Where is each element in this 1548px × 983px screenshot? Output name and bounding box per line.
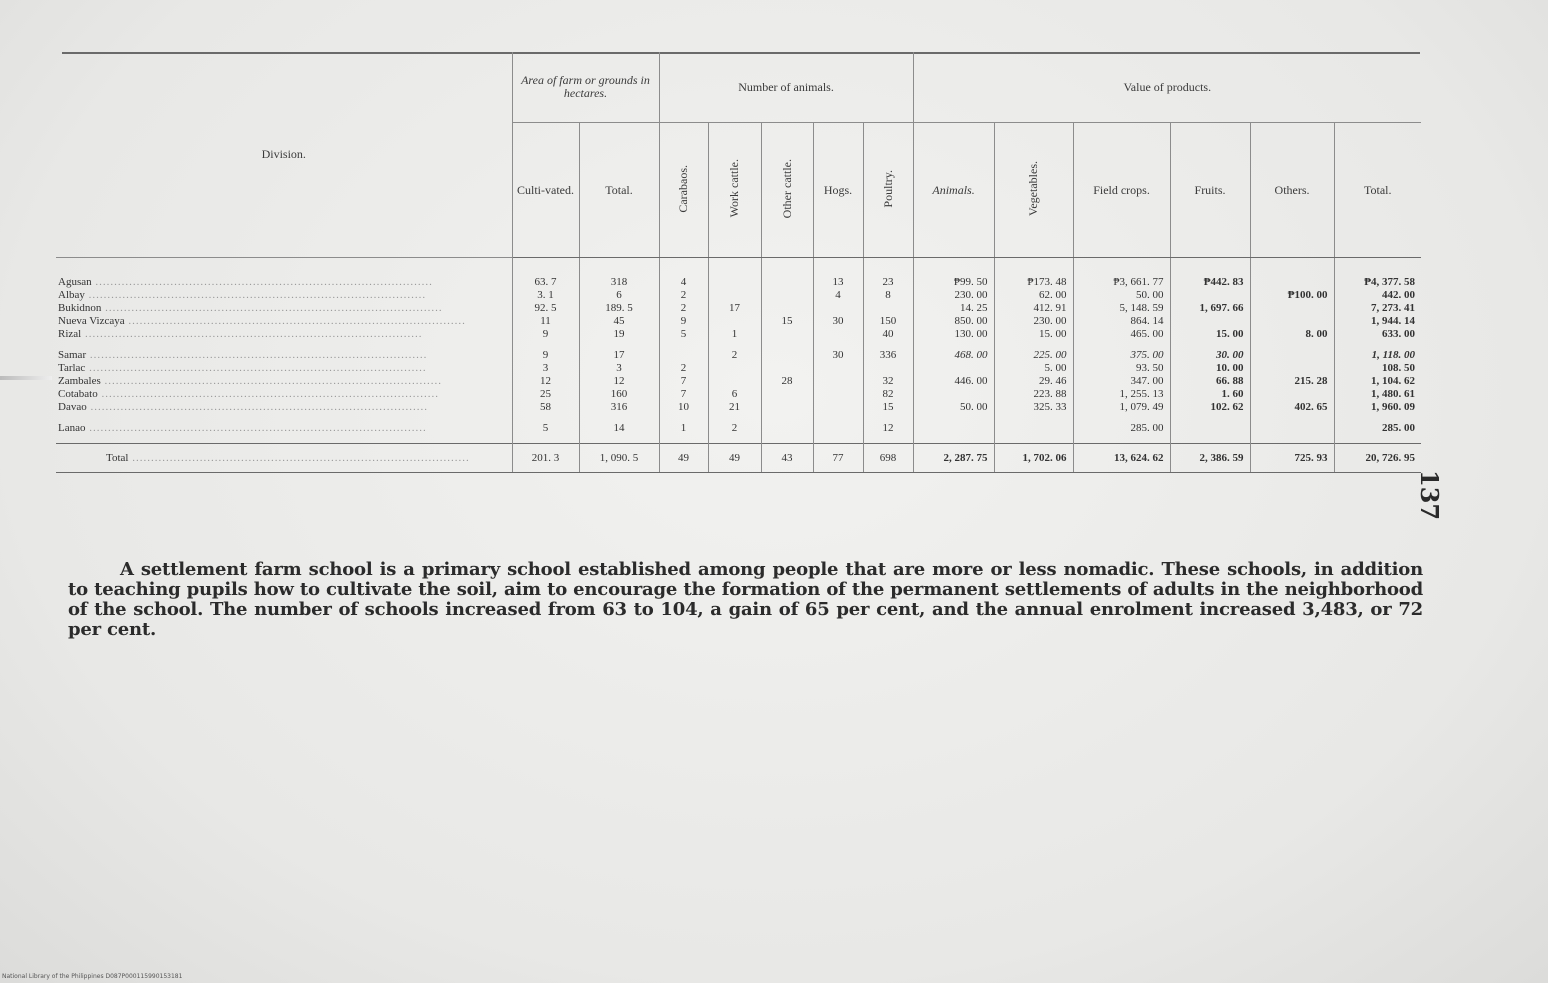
leader-dots: .......................................................................................... [101,302,443,314]
table-cell: 1. 60 [1170,388,1250,401]
table-cell: 15 [761,315,813,328]
table-cell [813,375,863,388]
table-cell: 15 [863,401,913,414]
table-cell: 2, 386. 59 [1170,444,1250,473]
table-cell: 82 [863,388,913,401]
table-cell: 7 [659,375,708,388]
total-row [56,444,1421,473]
table-row [56,375,1421,388]
table-cell: 5 [512,422,579,435]
table-cell: 850. 00 [913,315,994,328]
division-name [56,276,512,289]
table-cell: 6 [579,289,659,302]
division-name-text: Albay [58,289,85,301]
table-cell: 7 [659,388,708,401]
table-cell [708,362,761,375]
table-cell [1170,315,1250,328]
table-cell [813,388,863,401]
table-cell [708,375,761,388]
col-header-others: Others. [1250,123,1334,258]
table-cell: 468. 00 [913,349,994,362]
table-cell: 50. 00 [913,401,994,414]
table-cell: 189. 5 [579,302,659,315]
table-cell: 336 [863,349,913,362]
division-name [56,349,512,362]
table-row [56,349,1421,362]
table-cell: ₱442. 83 [1170,276,1250,289]
table-cell [863,302,913,315]
leader-dots: .......................................................................................... [85,362,427,374]
table-cell: 14. 25 [913,302,994,315]
table-cell: ₱173. 48 [994,276,1073,289]
col-header-fruits: Fruits. [1170,123,1250,258]
table-cell [761,349,813,362]
animals-group-header: Number of animals. [659,52,913,123]
table-cell [1250,276,1334,289]
table-cell: 12 [863,422,913,435]
table-cell: 15. 00 [1170,328,1250,341]
table-cell: 28 [761,375,813,388]
table-cell [913,422,994,435]
table-cell: 14 [579,422,659,435]
leader-dots: .......................................................................................... [85,422,427,434]
table-cell: 698 [863,444,913,473]
table-cell [761,362,813,375]
table-cell: 160 [579,388,659,401]
division-name [56,388,512,401]
table-cell: 13, 624. 62 [1073,444,1170,473]
division-name-text: Rizal [58,328,82,340]
row-spacer [56,341,1421,349]
page-number: 137 [1415,470,1444,521]
table-cell: 12 [512,375,579,388]
table-cell [1250,362,1334,375]
table-cell [1250,388,1334,401]
table-cell: 19 [579,328,659,341]
table-cell [994,422,1073,435]
settlement-farm-paragraph: A settlement farm school is a primary school established among people that are more or less nomadic. These schools, in addition to teaching pupils how to cultivate the soil, aim to encourage the formation of the permanent settlements of adults in the neighborhood of the school. The number of schools increased from 63 to 104, a gain of 65 per cent, and the annual enrolment increased 3,483, or 72 per cent. [68,559,1423,640]
col-header-area-total: Total. [579,123,659,258]
farm-statistics-table [56,52,1421,473]
table-cell: 412. 91 [994,302,1073,315]
division-name [56,444,512,473]
table-cell: 223. 88 [994,388,1073,401]
table-cell: 316 [579,401,659,414]
table-cell: ₱100. 00 [1250,289,1334,302]
table-row [56,388,1421,401]
division-name-text: Samar [58,349,87,361]
table-cell: 12 [579,375,659,388]
table-cell: 1, 697. 66 [1170,302,1250,315]
table-cell: 1, 118. 00 [1334,349,1421,362]
table-cell: 1, 090. 5 [579,444,659,473]
table-cell: 49 [659,444,708,473]
leader-dots: .......................................................................................... [81,328,423,340]
table-cell: 3 [512,362,579,375]
table-cell: 4 [659,276,708,289]
row-spacer [56,414,1421,422]
table-cell [761,401,813,414]
table-cell: 7, 273. 41 [1334,302,1421,315]
table-cell: 325. 33 [994,401,1073,414]
table-cell: 25 [512,388,579,401]
table-cell [1250,422,1334,435]
table-row [56,422,1421,435]
table-cell [708,315,761,328]
table-cell: 58 [512,401,579,414]
division-name-text: Tarlac [58,362,86,374]
table-cell [708,289,761,302]
table-cell: 45 [579,315,659,328]
table-row [56,328,1421,341]
table-cell: 3 [579,362,659,375]
table-cell [863,362,913,375]
division-name-text: Lanao [58,422,86,434]
table-cell: 150 [863,315,913,328]
division-name-text: Cotabato [58,388,98,400]
table-cell [761,422,813,435]
table-cell: 1, 944. 14 [1334,315,1421,328]
table-cell [659,349,708,362]
table-cell: 864. 14 [1073,315,1170,328]
table-cell: 13 [813,276,863,289]
table-cell: 3. 1 [512,289,579,302]
table-cell: 1, 104. 62 [1334,375,1421,388]
table-cell: 62. 00 [994,289,1073,302]
division-header: Division. [56,52,512,258]
table-cell: 9 [512,328,579,341]
table-cell: 43 [761,444,813,473]
table-cell: 2 [659,362,708,375]
division-name-text: Bukidnon [58,302,102,314]
division-name-text: Nueva Vizcaya [58,315,125,327]
table-cell: 17 [708,302,761,315]
table-cell: 2 [659,302,708,315]
table-cell [1170,289,1250,302]
col-header-carabaos: Carabaos. [659,123,708,258]
table-cell: 29. 46 [994,375,1073,388]
table-cell: 1, 480. 61 [1334,388,1421,401]
table-cell [761,388,813,401]
table-cell: 1, 702. 06 [994,444,1073,473]
table-cell: 230. 00 [994,315,1073,328]
col-header-work-cattle: Work cattle. [708,123,761,258]
table-cell: 8. 00 [1250,328,1334,341]
table-cell [913,362,994,375]
table-cell: 2 [708,422,761,435]
table-cell: 465. 00 [1073,328,1170,341]
table-cell: 2, 287. 75 [913,444,994,473]
table-cell: 5 [659,328,708,341]
table-cell: 446. 00 [913,375,994,388]
table-cell: 375. 00 [1073,349,1170,362]
table-cell: 633. 00 [1334,328,1421,341]
table-row [56,276,1421,289]
table-cell [761,289,813,302]
table-cell: 442. 00 [1334,289,1421,302]
col-header-hogs: Hogs. [813,123,863,258]
table-cell: 285. 00 [1073,422,1170,435]
table-cell: 20, 726. 95 [1334,444,1421,473]
division-name-text: Davao [58,401,87,413]
table-cell: 285. 00 [1334,422,1421,435]
division-name-text: Agusan [58,276,92,288]
table-cell: 40 [863,328,913,341]
table-cell: ₱99. 50 [913,276,994,289]
table-cell: 1, 255. 13 [1073,388,1170,401]
table-row [56,302,1421,315]
table-cell: 30 [813,349,863,362]
table-cell: 21 [708,401,761,414]
table-cell: 30 [813,315,863,328]
table-cell: 6 [708,388,761,401]
table-cell: 102. 62 [1170,401,1250,414]
table-cell: 23 [863,276,913,289]
table-cell: 318 [579,276,659,289]
division-name [56,302,512,315]
table-cell [1250,349,1334,362]
table-cell: 402. 65 [1250,401,1334,414]
col-header-cultivated: Culti-vated. [512,123,579,258]
table-cell: 130. 00 [913,328,994,341]
table-cell: 77 [813,444,863,473]
table-cell: 2 [659,289,708,302]
table-cell: 5, 148. 59 [1073,302,1170,315]
division-name-text: Total [106,451,129,464]
col-header-animals-value: Animals. [913,123,994,258]
table-cell [708,276,761,289]
leader-dots: .......................................................................................... [91,276,433,288]
table-cell: 11 [512,315,579,328]
leader-dots: .......................................................................................... [86,349,428,361]
table-cell [1170,422,1250,435]
row-spacer [56,435,1421,444]
table-cell: 9 [512,349,579,362]
table-cell: 10 [659,401,708,414]
table-cell [913,388,994,401]
table-cell: ₱4, 377. 58 [1334,276,1421,289]
leader-dots: .......................................................................................... [97,388,439,400]
col-header-field-crops: Field crops. [1073,123,1170,258]
table-cell: 347. 00 [1073,375,1170,388]
table-cell [813,328,863,341]
value-group-header: Value of products. [913,52,1421,123]
leader-dots: .......................................................................................... [86,401,428,413]
table-cell [1250,315,1334,328]
table-cell: 201. 3 [512,444,579,473]
table-cell: 1 [708,328,761,341]
table-cell [761,302,813,315]
table-row [56,315,1421,328]
table-cell: 230. 00 [913,289,994,302]
table-cell: 8 [863,289,913,302]
table-cell: 1, 960. 09 [1334,401,1421,414]
table-cell: 15. 00 [994,328,1073,341]
table-cell: 9 [659,315,708,328]
col-header-value-total: Total. [1334,123,1421,258]
table-cell: 49 [708,444,761,473]
margin-smudge [0,376,52,380]
table-row [56,362,1421,375]
table-row [56,401,1421,414]
leader-dots: .......................................................................................... [128,451,470,464]
leader-dots: .......................................................................................... [124,315,466,327]
table-cell: 1 [659,422,708,435]
table-cell: 30. 00 [1170,349,1250,362]
table-cell: 10. 00 [1170,362,1250,375]
table-cell: 225. 00 [994,349,1073,362]
leader-dots: .......................................................................................... [100,375,443,387]
table-body [56,258,1421,473]
table-cell [813,302,863,315]
table-cell [1250,302,1334,315]
table-cell: 4 [813,289,863,302]
table-cell: 50. 00 [1073,289,1170,302]
col-header-poultry: Poultry. [863,123,913,258]
table-cell: 92. 5 [512,302,579,315]
leader-dots: .......................................................................................... [84,289,427,301]
division-name [56,362,512,375]
table-cell [761,276,813,289]
table-cell: 215. 28 [1250,375,1334,388]
division-name [56,422,512,435]
col-header-other-cattle: Other cattle. [761,123,813,258]
row-spacer [56,258,1421,277]
table-cell [813,401,863,414]
table-cell: ₱3, 661. 77 [1073,276,1170,289]
table-cell: 17 [579,349,659,362]
table-cell [813,422,863,435]
division-name [56,328,512,341]
table-cell: 93. 50 [1073,362,1170,375]
table-cell: 32 [863,375,913,388]
table-cell: 725. 93 [1250,444,1334,473]
table-cell: 2 [708,349,761,362]
table-cell: 1, 079. 49 [1073,401,1170,414]
area-group-header: Area of farm or grounds in hectares. [512,52,659,123]
table-cell: 66. 88 [1170,375,1250,388]
division-name [56,315,512,328]
division-name [56,375,512,388]
table-cell: 63. 7 [512,276,579,289]
table-cell: 5. 00 [994,362,1073,375]
division-name-text: Zambales [58,375,101,387]
table-row [56,289,1421,302]
division-name [56,401,512,414]
footer-credit: National Library of the Philippines D087P000115990153181 [2,973,183,980]
col-header-vegetables: Vegetables. [994,123,1073,258]
table-cell [761,328,813,341]
division-name [56,289,512,302]
table-cell [813,362,863,375]
table-cell: 108. 50 [1334,362,1421,375]
